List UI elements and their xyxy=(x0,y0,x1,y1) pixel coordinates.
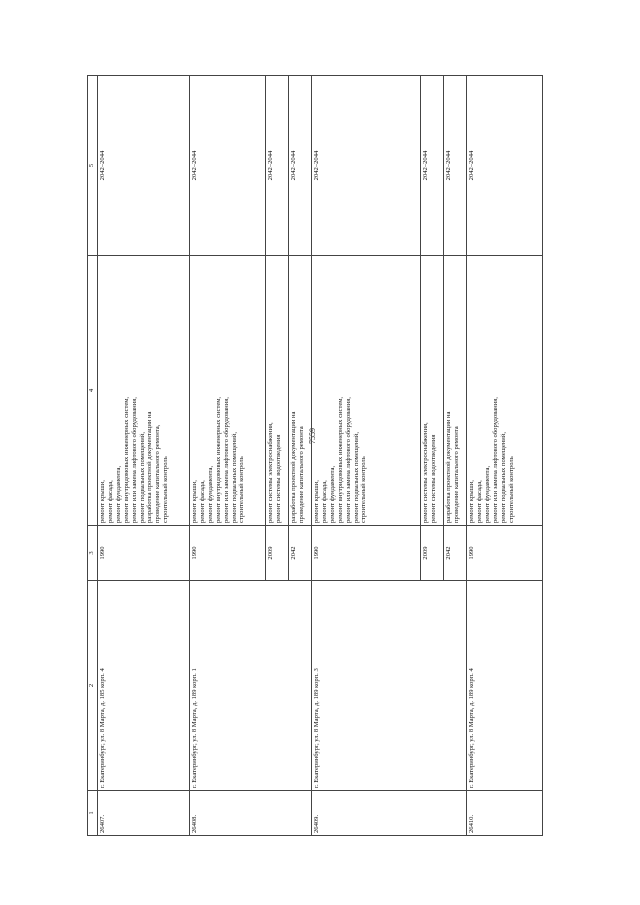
repair-work-item: ремонт крыши, xyxy=(191,480,198,523)
repair-works-list xyxy=(312,256,421,526)
planned-period: 2042–2044 xyxy=(190,76,266,256)
planned-period: 2042–2044 xyxy=(421,76,444,256)
commissioning-year: 2042 xyxy=(289,526,312,581)
repair-work-item: строительный контроль xyxy=(162,456,170,523)
page-number: 7559 xyxy=(308,428,317,444)
repair-works-list xyxy=(467,256,543,526)
repair-work-item: ремонт фасада, xyxy=(198,480,206,523)
repair-work-item: разработка проектной документации на xyxy=(290,411,297,523)
table-row xyxy=(467,76,543,836)
repair-work-item: ремонт фундамента, xyxy=(483,465,491,523)
column-number: 2 xyxy=(88,581,98,791)
repair-work-item: ремонт внутридомовых инженерных систем, xyxy=(122,396,130,523)
row-number: 26409. xyxy=(312,791,467,836)
repair-work-item: ремонт фасада, xyxy=(475,480,483,523)
rotated-table-container xyxy=(87,76,601,836)
building-address: г. Екатеринбург, ул. 8 Марта, д. 185 корп. 4 xyxy=(98,581,190,791)
repair-schedule-table xyxy=(87,75,543,836)
repair-work-item: ремонт крыши, xyxy=(313,480,320,523)
commissioning-year: 1990 xyxy=(312,526,421,581)
repair-work-item: ремонт или замена лифтового оборудования, xyxy=(130,397,138,523)
planned-period: 2042–2044 xyxy=(312,76,421,256)
repair-work-item: разработка проектной документации на xyxy=(146,411,154,523)
row-number: 26410. xyxy=(467,791,543,836)
commissioning-year: 1990 xyxy=(190,526,266,581)
repair-work-item: проведение капитального ремонта xyxy=(297,426,305,523)
repair-works-list xyxy=(444,256,467,526)
table-row xyxy=(98,76,190,836)
repair-work-item: ремонт фундамента, xyxy=(328,465,336,523)
row-number: 26407. xyxy=(98,791,190,836)
planned-period: 2042–2044 xyxy=(289,76,312,256)
repair-work-item: ремонт подвальных помещений, xyxy=(138,432,146,523)
commissioning-year: 2009 xyxy=(266,526,289,581)
repair-work-item: ремонт системы электроснабжения, xyxy=(267,422,274,523)
repair-work-item: ремонт внутридомовых инженерных систем, xyxy=(336,396,344,523)
repair-works-list xyxy=(266,256,289,526)
building-address: г. Екатеринбург, ул. 8 Марта, д. 189 корп. 4 xyxy=(467,581,543,791)
commissioning-year: 2042 xyxy=(444,526,467,581)
commissioning-year: 2009 xyxy=(421,526,444,581)
column-number: 3 xyxy=(88,526,98,581)
planned-period: 2042–2044 xyxy=(98,76,190,256)
repair-work-item: ремонт крыши, xyxy=(99,480,106,523)
column-number: 1 xyxy=(88,791,98,836)
repair-work-item: ремонт подвальных помещений, xyxy=(352,432,360,523)
commissioning-year: 1990 xyxy=(98,526,190,581)
planned-period: 2042–2044 xyxy=(444,76,467,256)
repair-work-item: ремонт системы электроснабжения, xyxy=(422,422,429,523)
repair-work-item: ремонт фасада, xyxy=(106,480,114,523)
building-address: г. Екатеринбург, ул. 8 Марта, д. 189 корп. 3 xyxy=(312,581,467,791)
repair-work-item: ремонт или замена лифтового оборудования, xyxy=(344,397,352,523)
repair-works-list xyxy=(421,256,444,526)
column-number: 4 xyxy=(88,256,98,526)
repair-work-item: проведение капитального ремонта, xyxy=(154,424,162,523)
building-address: г. Екатеринбург, ул. 8 Марта, д. 189 корп. 1 xyxy=(190,581,312,791)
repair-work-item: разработка проектной документации на xyxy=(445,411,452,523)
repair-work-item: ремонт фундамента, xyxy=(206,465,214,523)
row-number: 26408. xyxy=(190,791,312,836)
planned-period: 2042–2044 xyxy=(266,76,289,256)
table-row xyxy=(312,76,421,836)
repair-work-item: проведение капитального ремонта xyxy=(452,426,460,523)
repair-work-item: ремонт или замена лифтового оборудования, xyxy=(222,397,230,523)
repair-work-item: ремонт крыши, xyxy=(468,480,475,523)
repair-works-list xyxy=(289,256,312,526)
column-number-row xyxy=(88,76,98,836)
repair-works-list xyxy=(98,256,190,526)
repair-work-item: строительный контроль xyxy=(507,456,515,523)
repair-work-item: ремонт фундамента, xyxy=(114,465,122,523)
planned-period: 2042–2044 xyxy=(467,76,543,256)
repair-works-list xyxy=(190,256,266,526)
repair-work-item: строительный контроль xyxy=(360,456,368,523)
table-row xyxy=(190,76,266,836)
repair-work-item: ремонт фасада, xyxy=(320,480,328,523)
repair-work-item: ремонт подвальных помещений, xyxy=(230,432,238,523)
repair-work-item: ремонт системы водоотведения xyxy=(429,434,437,523)
repair-work-item: ремонт системы водоотведения xyxy=(274,434,282,523)
repair-work-item: строительный контроль xyxy=(238,456,246,523)
column-number: 5 xyxy=(88,76,98,256)
repair-work-item: ремонт подвальных помещений, xyxy=(499,432,507,523)
repair-work-item: ремонт внутридомовых инженерных систем, xyxy=(214,396,222,523)
repair-work-item: ремонт или замена лифтового оборудования, xyxy=(491,397,499,523)
commissioning-year: 1990 xyxy=(467,526,543,581)
